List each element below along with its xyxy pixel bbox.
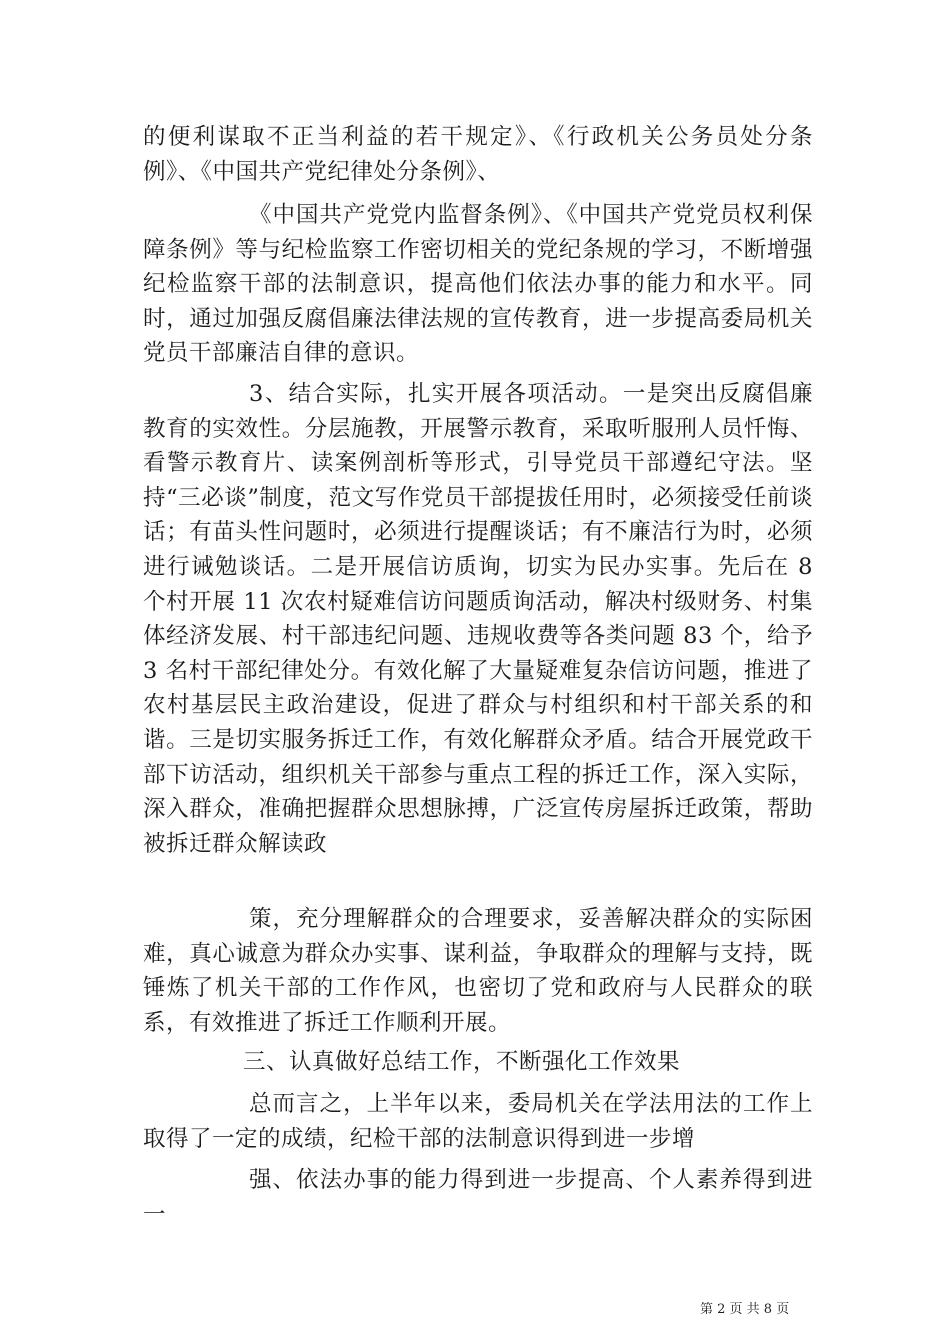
section-heading: 三、认真做好总结工作，不断强化工作效果 — [243, 1049, 681, 1075]
paragraph-regulations-list — [143, 120, 813, 189]
paragraph-party-rules-study — [143, 198, 813, 371]
paragraph-text: 《中国共产党党内监督条例》、《中国共产党党员权利保障条例》等与纪检监察工作密切相关的党纪条规的学习，不断增强纪检监察干部的法制意识，提高他们依法办事的能力和水平。同时，通过加强反腐倡廉法律法规的宣传教育，进一步提高委局机关党员干部廉洁自律的意识。 — [143, 202, 813, 367]
paragraph-text: 3、结合实际，扎实开展各项活动。一是突出反腐倡廉教育的实效性。分层施教，开展警示教育，采取听服刑人员忏悔、看警示教育片、读案例剖析等形式，引导党员干部遵纪守法。坚持“三必谈”制度，范文写作党员干部提拔任用时，必须接受任前谈话；有苗头性问题时，必须进行提醒谈话；有不廉洁行为时，必须进行诫勉谈话。二是开展信访质询，切实为民办实事。先后在 8 个村开展 11 次农村疑难信访问题质询活动，解决村级财务、村集体经济发展、村干部违纪问题、违规收费等各类问题 83 个，给予 3 名村干部纪律处分。有效化解了大量疑难复杂信访问题，推进了农村基层民主政治建设，促进了群众与村组织和村干部关系的和谐。三是切实服务拆迁工作，有效化解群众矛盾。结合开展党政干部下访活动，组织机关干部参与重点工程的拆迁工作，深入实际，深入群众，准确把握群众思想脉搏，广泛宣传房屋拆迁政策，帮助被拆迁群众解读政 — [143, 381, 813, 857]
paragraph-text: 强、依法办事的能力得到进一步提高、个人素养得到进一 — [143, 1167, 813, 1228]
paragraph-text: 总而言之，上半年以来，委局机关在学法用法的工作上取得了一定的成绩，纪检干部的法制意识得到进一步增 — [143, 1091, 813, 1152]
paragraph-summary-continued — [143, 1163, 813, 1232]
paragraph-summary — [143, 1087, 813, 1156]
section-heading-summary — [143, 1045, 813, 1080]
paragraph-text: 策，充分理解群众的合理要求，妥善解决群众的实际困难，真心诚意为群众办实事、谋利益，争取群众的理解与支持，既锤炼了机关干部的工作作风，也密切了党和政府与人民群众的联系，有效推进了拆迁工作顺利开展。 — [143, 906, 813, 1036]
paragraph-demolition-policy — [143, 902, 813, 1040]
page-number: 第 2 页 共 8 页 — [700, 1302, 790, 1317]
paragraph-text: 的便利谋取不正当利益的若干规定》、《行政机关公务员处分条例》、《中国共产党纪律处分条例》、 — [143, 124, 813, 185]
paragraph-activities — [143, 377, 813, 861]
